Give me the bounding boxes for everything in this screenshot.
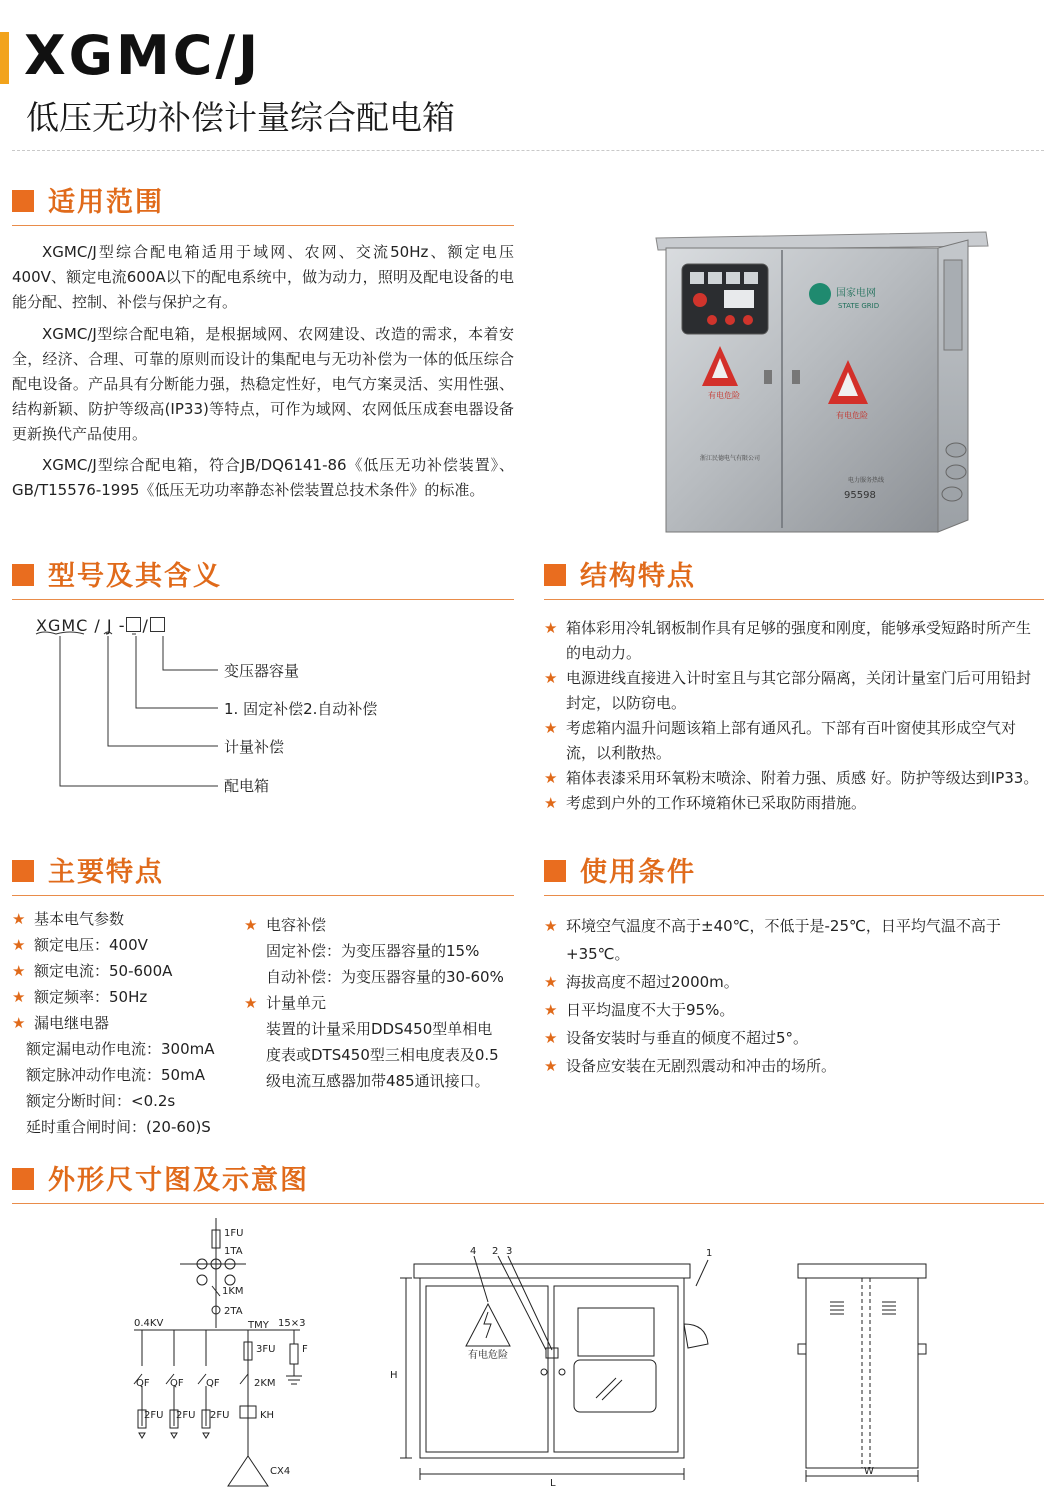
list-item: ★ 漏电继电器 bbox=[12, 1010, 242, 1036]
list-item: 级电流互感器加带485通讯接口。 bbox=[266, 1072, 490, 1090]
model-code: XGMC / J - / bbox=[36, 616, 166, 635]
star-icon: ★ bbox=[12, 936, 26, 954]
list-item: ★ 环境空气温度不高于±40℃，不低于是-25℃，日平均气温不高于+35℃。 bbox=[544, 912, 1044, 968]
section-structure-heading: 结构特点 bbox=[544, 550, 1044, 600]
svg-text:STATE GRID: STATE GRID bbox=[838, 302, 880, 310]
model-label: 1. 固定补偿2.自动补偿 bbox=[224, 700, 378, 718]
list-item: 装置的计量采用DDS450型单相电 bbox=[266, 1020, 493, 1038]
star-icon: ★ bbox=[12, 910, 26, 928]
svg-text:电力服务热线: 电力服务热线 bbox=[848, 477, 885, 484]
star-icon: ★ bbox=[544, 917, 558, 935]
svg-text:4: 4 bbox=[470, 1246, 477, 1257]
svg-text:1TA: 1TA bbox=[224, 1246, 243, 1257]
conditions-list bbox=[544, 912, 1044, 1080]
section-square-icon bbox=[12, 564, 34, 586]
svg-text:W: W bbox=[864, 1466, 874, 1477]
star-icon: ★ bbox=[244, 994, 258, 1012]
list-item: 自动补偿：为变压器容量的30-60% bbox=[266, 968, 504, 986]
star-icon: ★ bbox=[544, 769, 558, 787]
list-item: ★ 海拔高度不超过2000m。 bbox=[544, 968, 1044, 996]
list-item: ★ 基本电气参数 bbox=[12, 906, 242, 932]
header-divider bbox=[12, 150, 1044, 151]
svg-text:2: 2 bbox=[492, 1246, 499, 1257]
svg-text:有电危险: 有电危险 bbox=[468, 1350, 508, 1361]
scope-paragraph: XGMC/J型综合配电箱，是根据域网、农网建设、改造的需求，本着安全，经济、合理、可靠的原则而设计的集配电与无功补偿为一体的低压综合配电设备。产品具有分断能力强，热稳定性好，电气方案灵活、实用性强、结构新颖、防护等级高(IP33)等特点，可作为域网、农网低压成套电器设备更新换代产品使用。 bbox=[12, 325, 514, 443]
section-square-icon bbox=[12, 190, 34, 212]
model-label: 配电箱 bbox=[224, 777, 270, 795]
model-label: 变压器容量 bbox=[224, 662, 300, 680]
star-icon: ★ bbox=[544, 619, 558, 637]
list-item: ★ 设备应安装在无剧烈震动和冲击的场所。 bbox=[544, 1052, 1044, 1080]
svg-text:H: H bbox=[390, 1370, 398, 1381]
product-photo bbox=[652, 220, 992, 540]
svg-text:浙江民德电气有限公司: 浙江民德电气有限公司 bbox=[700, 455, 761, 462]
list-item: ★ 电容补偿 bbox=[244, 912, 520, 938]
features-right-list bbox=[244, 912, 520, 1094]
svg-text:2KM: 2KM bbox=[254, 1378, 276, 1389]
star-icon: ★ bbox=[544, 1057, 558, 1075]
svg-text:QF: QF bbox=[170, 1378, 184, 1389]
svg-text:QF: QF bbox=[136, 1378, 150, 1389]
list-item: 固定补偿：为变压器容量的15% bbox=[266, 942, 480, 960]
scope-paragraph: XGMC/J型综合配电箱适用于域网、农网、交流50Hz、额定电压400V、额定电流600A以下的配电系统中，做为动力，照明及配电设备的电能分配、控制、补偿与保护之有。 bbox=[12, 243, 514, 311]
svg-text:3: 3 bbox=[506, 1246, 513, 1257]
svg-text:国家电网: 国家电网 bbox=[836, 288, 876, 299]
svg-text:1: 1 bbox=[706, 1248, 713, 1259]
list-item: ★ 箱体表漆采用环氧粉末喷涂、附着力强、质感 好。防护等级达到IP33。 bbox=[544, 766, 1040, 791]
svg-text:95598: 95598 bbox=[844, 490, 876, 501]
list-item: ★ 考虑到户外的工作环境箱休已采取防雨措施。 bbox=[544, 791, 1040, 816]
list-item: 额定脉冲动作电流：50mA bbox=[26, 1066, 205, 1084]
svg-text:CX4: CX4 bbox=[270, 1466, 291, 1477]
structure-list bbox=[544, 616, 1040, 816]
model-title: XGMC/J bbox=[24, 24, 262, 87]
svg-text:15×3: 15×3 bbox=[278, 1318, 306, 1329]
title-accent-bar bbox=[0, 32, 9, 84]
scope-paragraph: XGMC/J型综合配电箱，符合JB/DQ6141-86《低压无功补偿装置》、GB/T15576-1995《低压无功功率静态补偿装置总技术条件》的标准。 bbox=[12, 456, 514, 499]
svg-text:1KM: 1KM bbox=[222, 1286, 244, 1297]
section-model-heading: 型号及其含义 bbox=[12, 550, 514, 600]
list-item: 额定漏电动作电流：300mA bbox=[26, 1040, 215, 1058]
star-icon: ★ bbox=[544, 973, 558, 991]
star-icon: ★ bbox=[544, 1029, 558, 1047]
star-icon: ★ bbox=[12, 962, 26, 980]
electrical-schematic bbox=[120, 1216, 320, 1496]
list-item: ★ 考虑箱内温升问题该箱上部有通风孔。下部有百叶窗使其形成空气对流，以利散热。 bbox=[544, 716, 1040, 766]
svg-text:3FU: 3FU bbox=[256, 1344, 276, 1355]
svg-text:QF: QF bbox=[206, 1378, 220, 1389]
svg-text:1FU: 1FU bbox=[224, 1228, 244, 1239]
list-item: ★ 日平均温度不大于95%。 bbox=[544, 996, 1044, 1024]
star-icon: ★ bbox=[544, 719, 558, 737]
svg-text:2FU: 2FU bbox=[176, 1410, 196, 1421]
star-icon: ★ bbox=[544, 794, 558, 812]
list-item: ★ 额定频率：50Hz bbox=[12, 984, 242, 1010]
list-item: ★ 电源进线直接进入计时室且与其它部分隔离，关闭计量室门后可用铅封封定，以防窃电。 bbox=[544, 666, 1040, 716]
side-view-drawing bbox=[788, 1256, 938, 1486]
svg-text:2TA: 2TA bbox=[224, 1306, 243, 1317]
star-icon: ★ bbox=[544, 1001, 558, 1019]
product-name: 低压无功补偿计量综合配电箱 bbox=[26, 98, 455, 137]
section-square-icon bbox=[544, 860, 566, 882]
star-icon: ★ bbox=[12, 988, 26, 1006]
svg-text:KH: KH bbox=[260, 1410, 275, 1421]
section-square-icon bbox=[544, 564, 566, 586]
svg-text:2FU: 2FU bbox=[210, 1410, 230, 1421]
list-item: 额定分断时间：<0.2s bbox=[26, 1092, 176, 1110]
svg-text:有电危险: 有电危险 bbox=[836, 411, 868, 420]
section-features-heading: 主要特点 bbox=[12, 846, 514, 896]
list-item: 延时重合闸时间：(20-60)S bbox=[26, 1118, 211, 1136]
section-dimensions-heading: 外形尺寸图及示意图 bbox=[12, 1154, 1044, 1204]
front-view-drawing bbox=[380, 1240, 720, 1490]
svg-text:0.4KV: 0.4KV bbox=[134, 1318, 164, 1329]
section-scope-heading: 适用范围 bbox=[12, 176, 514, 226]
section-square-icon bbox=[12, 1168, 34, 1190]
section-square-icon bbox=[12, 860, 34, 882]
svg-text:有电危险: 有电危险 bbox=[708, 391, 740, 400]
list-item: 度表或DTS450型三相电度表及0.5 bbox=[266, 1046, 499, 1064]
svg-text:TMY: TMY bbox=[248, 1320, 269, 1331]
model-label: 计量补偿 bbox=[224, 738, 285, 756]
star-icon: ★ bbox=[544, 669, 558, 687]
svg-text:L: L bbox=[550, 1478, 556, 1489]
star-icon: ★ bbox=[244, 916, 258, 934]
list-item: ★ 计量单元 bbox=[244, 990, 520, 1016]
section-conditions-heading: 使用条件 bbox=[544, 846, 1044, 896]
features-left-list bbox=[12, 906, 242, 1140]
list-item: ★ 额定电流：50-600A bbox=[12, 958, 242, 984]
svg-text:F: F bbox=[302, 1344, 308, 1355]
list-item: ★ 设备安装时与垂直的倾度不超过5°。 bbox=[544, 1024, 1044, 1052]
svg-text:2FU: 2FU bbox=[144, 1410, 164, 1421]
list-item: ★ 箱体彩用冷轧钢板制作具有足够的强度和刚度，能够承受短路时所产生的电动力。 bbox=[544, 616, 1040, 666]
list-item: ★ 额定电压：400V bbox=[12, 932, 242, 958]
star-icon: ★ bbox=[12, 1014, 26, 1032]
